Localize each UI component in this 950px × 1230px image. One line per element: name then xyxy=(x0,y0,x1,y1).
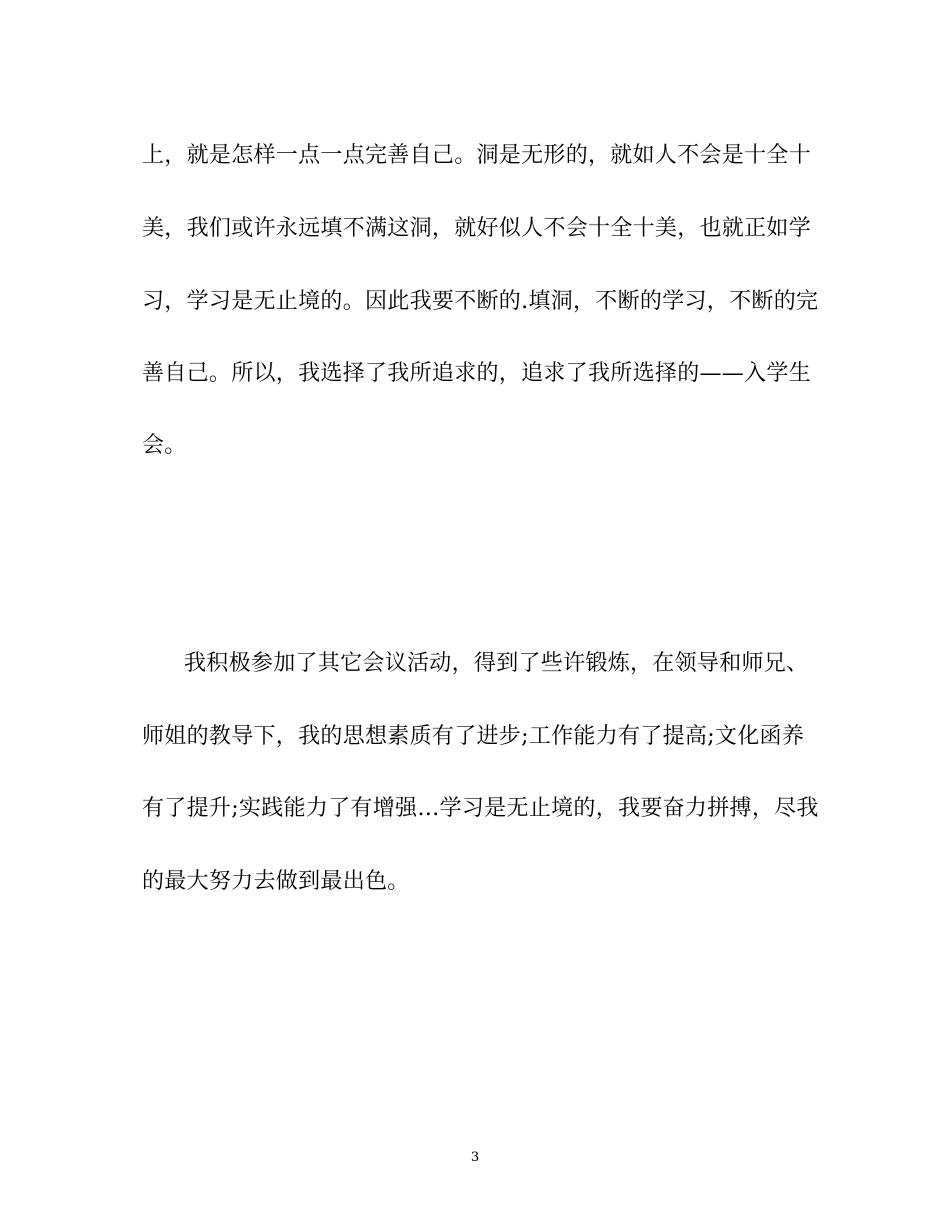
text-line: 善自己。所以，我选择了我所追求的，追求了我所选择的——入学生 xyxy=(142,361,812,386)
text-line: 习，学习是无止境的。因此我要不断的.填洞，不断的学习，不断的完 xyxy=(142,289,819,314)
text-line: 我积极参加了其它会议活动，得到了些许锻炼，在领导和师兄、 xyxy=(184,651,809,676)
text-line: 上，就是怎样一点一点完善自己。洞是无形的，就如人不会是十全十 xyxy=(142,143,812,168)
text-line: 师姐的教导下，我的思想素质有了进步;工作能力有了提高;文化函养 xyxy=(142,724,805,749)
text-line: 有了提升;实践能力了有增强…学习是无止境的，我要奋力拼搏，尽我 xyxy=(142,796,819,821)
text-line: 的最大努力去做到最出色。 xyxy=(142,869,410,894)
text-line: 美，我们或许永远填不满这洞，就好似人不会十全十美，也就正如学 xyxy=(142,216,812,241)
page-number: 3 xyxy=(470,1150,480,1165)
text-line: 会。 xyxy=(142,433,187,458)
